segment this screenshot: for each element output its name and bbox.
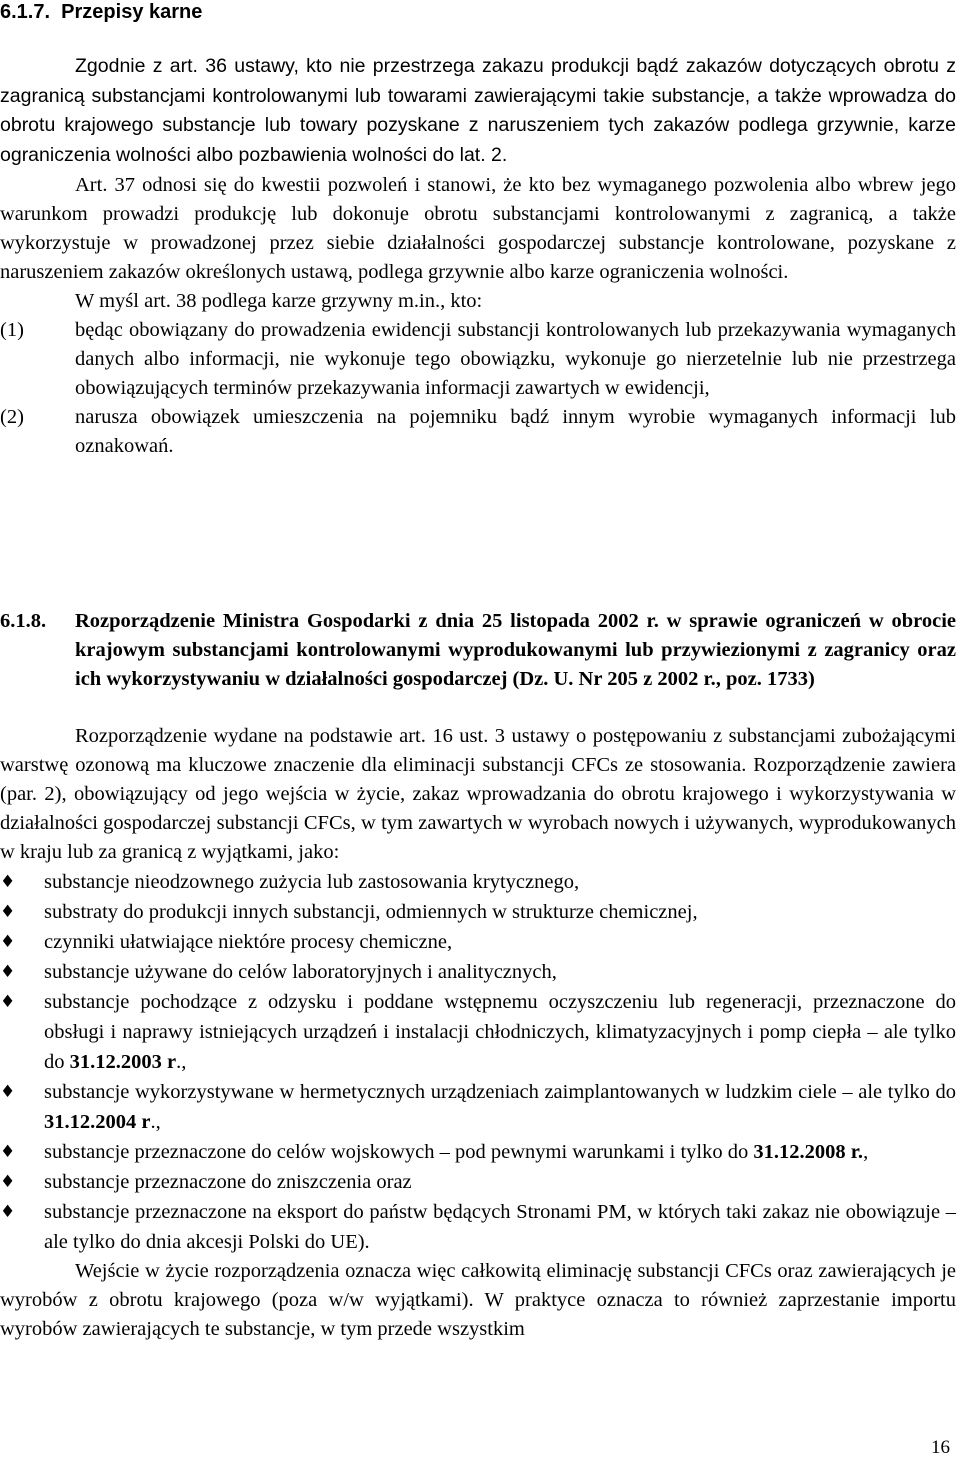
section-617-body	[0, 52, 956, 461]
list-item-text: substraty do produkcji innych substancji, odmiennych w strukturze chemicznej,	[44, 901, 698, 923]
diamond-bullet-icon: ♦	[0, 962, 16, 982]
deadline-date: 31.12.2008 r.	[753, 1141, 864, 1163]
section-heading-6-1-8	[0, 607, 956, 694]
list-item-suffix: .,	[150, 1111, 161, 1133]
section-heading-6-1-7	[0, 0, 202, 24]
list-item-number: (2)	[0, 406, 24, 428]
paragraph-final: Wejście w życie rozporządzenia oznacza więc całkowitą eliminację substancji CFCs oraz zawierających je wyrobów z obrotu krajowego (poza w/w wyjątkami). W praktyce oznacza to również zaprzestanie importu wyrobów zawierających te substancje, w tym przede wszystkim	[0, 1260, 956, 1340]
diamond-bullet-icon: ♦	[0, 932, 16, 952]
list-item-text: czynniki ułatwiające niektóre procesy chemiczne,	[44, 931, 453, 953]
list-item-text: będąc obowiązany do prowadzenia ewidencji substancji kontrolowanych lub przekazywania wymaganych danych albo informacji, nie wykonuje tego obowiązku, wykonuje go nierzetelnie lub nie przestrzega obowiązujących terminów przekazywania informacji zawartych w ewidencji,	[75, 319, 956, 399]
paragraph-art-36: Zgodnie z art. 36 ustawy, kto nie przestrzega zakazu produkcji bądź zakazów dotyczących obrotu z zagranicą substancjami kontrolowanymi lub towarami zawierającymi takie substancje, a także wprowadza do obrotu krajowego substancje lub towary pozyskane z naruszeniem tych zakazów podlega grzywnie, karze ograniczenia wolności albo pozbawienia wolności do lat. 2.	[0, 55, 956, 166]
list-item	[0, 316, 956, 403]
list-item-text: substancje wykorzystywane w hermetycznych urządzeniach zaimplantowanych w ludzkim ciele – ale tylko do	[44, 1081, 956, 1103]
diamond-bullet-icon: ♦	[0, 1172, 16, 1192]
list-item	[0, 403, 956, 461]
list-item-suffix: ,	[863, 1141, 869, 1163]
list-item-text: substancje nieodzownego zużycia lub zastosowania krytycznego,	[44, 871, 580, 893]
list-item	[0, 1197, 956, 1257]
paragraph-art-38: W myśl art. 38 podlega karze grzywny m.in., kto:	[75, 290, 483, 312]
list-item	[0, 1167, 956, 1197]
list-item-text: substancje przeznaczone do celów wojskowych – pod pewnymi warunkami i tylko do	[44, 1141, 754, 1163]
deadline-date: 31.12.2004 r	[44, 1111, 151, 1133]
list-item	[0, 867, 956, 897]
list-item-text: substancje używane do celów laboratoryjnych i analitycznych,	[44, 961, 557, 983]
section-number: 6.1.7.	[0, 1, 51, 23]
list-item	[0, 927, 956, 957]
list-item	[0, 1077, 956, 1137]
list-item	[0, 897, 956, 927]
list-item-suffix: .,	[176, 1051, 187, 1073]
page-number: 16	[931, 1437, 950, 1458]
diamond-bullet-icon: ♦	[0, 1082, 16, 1102]
diamond-bullet-icon: ♦	[0, 992, 16, 1012]
art-38-list	[0, 316, 956, 461]
section-618	[0, 607, 956, 1344]
paragraph-rozporzadzenie: Rozporządzenie wydane na podstawie art. 16 ust. 3 ustawy o postępowaniu z substancjami zubożającymi warstwę ozonową ma kluczowe znaczenie dla eliminacji substancji CFCs ze stosowania. Rozporządzenie zawiera (par. 2), obowiązujący od jego wejścia w życie, zakaz wprowadzania do obrotu krajowego i wykorzystywania w działalności gospodarczej substancji CFCs, w tym zawartych w wyrobach nowych i używanych, wyprodukowanych w kraju lub za granicą z wyjątkami, jako:	[0, 725, 956, 863]
diamond-bullet-icon: ♦	[0, 902, 16, 922]
diamond-bullet-icon: ♦	[0, 1142, 16, 1162]
deadline-date: 31.12.2003 r	[69, 1051, 177, 1073]
paragraph-art-37: Art. 37 odnosi się do kwestii pozwoleń i stanowi, że kto bez wymaganego pozwolenia albo wbrew jego warunkom prowadzi produkcję lub dokonuje obrotu substancjami kontrolowanymi z zagranicą, a także wykorzystuje w prowadzonej przez siebie działalności gospodarczej substancje kontrolowane, pozyskane z naruszeniem zakazów określonych ustawą, podlega grzywnie albo karze ograniczenia wolności.	[0, 174, 956, 283]
list-item-text: narusza obowiązek umieszczenia na pojemniku bądź innym wyrobie wymaganych informacji lub oznakowań.	[75, 406, 956, 457]
list-item	[0, 987, 956, 1077]
list-item	[0, 957, 956, 987]
list-item-text: substancje przeznaczone do zniszczenia oraz	[44, 1171, 412, 1193]
exceptions-list	[0, 867, 956, 1257]
section-number: 6.1.8.	[0, 610, 47, 632]
section-title: Przepisy karne	[61, 1, 203, 23]
section-title: Rozporządzenie Ministra Gospodarki z dnia 25 listopada 2002 r. w sprawie ograniczeń w obrocie krajowym substancjami kontrolowanymi wyprodukowanymi lub przywiezionymi z zagranicy oraz ich wykorzystywaniu w działalności gospodarczej (Dz. U. Nr 205 z 2002 r., poz. 1733)	[75, 610, 956, 690]
list-item-text: substancje pochodzące z odzysku i poddane wstępnemu oczyszczeniu lub regeneracji, przeznaczone do obsługi i naprawy istniejących urządzeń i instalacji chłodniczych, klimatyzacyjnych i pomp ciepła – ale tylko do	[44, 991, 956, 1073]
list-item-number: (1)	[0, 319, 24, 341]
diamond-bullet-icon: ♦	[0, 1202, 16, 1222]
diamond-bullet-icon: ♦	[0, 872, 16, 892]
list-item	[0, 1137, 956, 1167]
list-item-text: substancje przeznaczone na eksport do państw będących Stronami PM, w których taki zakaz nie obowiązuje – ale tylko do dnia akcesji Polski do UE).	[44, 1201, 956, 1253]
